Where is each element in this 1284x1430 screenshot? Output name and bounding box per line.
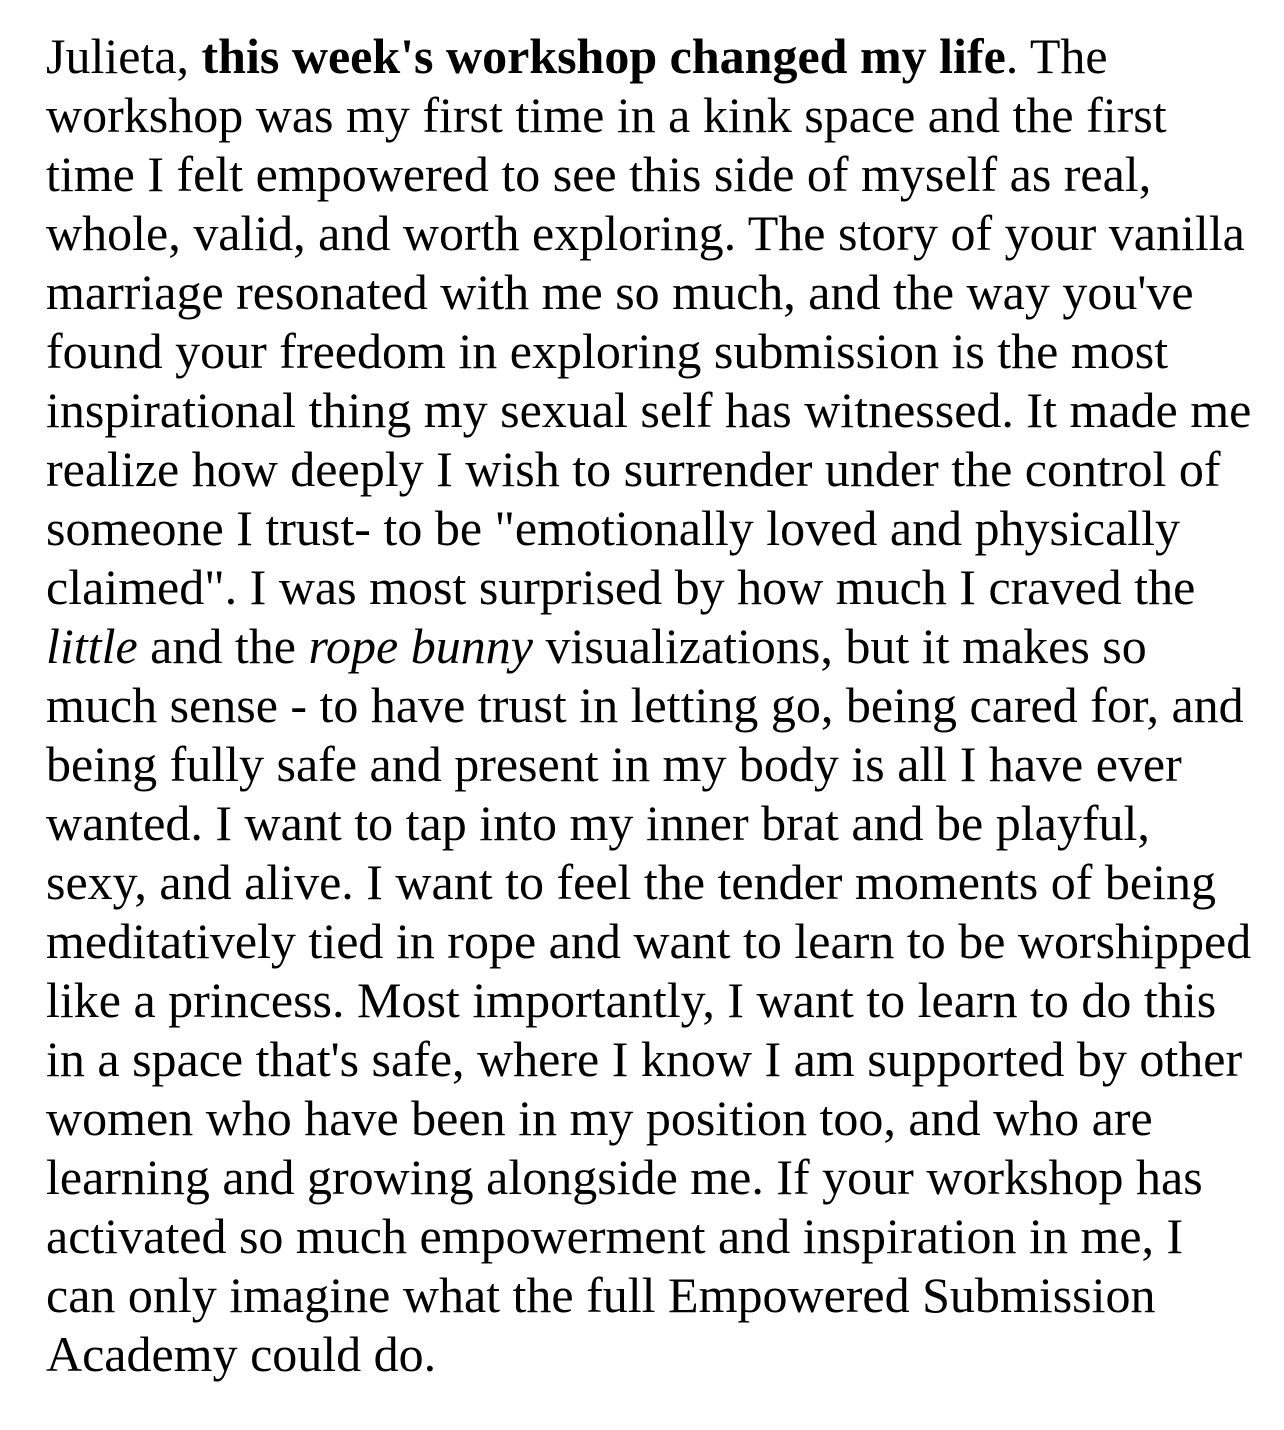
text-run: can only imagine what the full Empowered Submission <box>46 1267 1156 1323</box>
text-run: being fully safe and present in my body is all I have ever <box>46 736 1182 792</box>
text-run: claimed". I was most surprised by how much I craved the <box>46 559 1196 615</box>
text-run: . The <box>1005 28 1108 84</box>
text-run: learning and growing alongside me. If your workshop has <box>46 1149 1203 1205</box>
text-run: sexy, and alive. I want to feel the tender moments of being <box>46 854 1216 910</box>
text-line <box>46 440 1264 499</box>
text-line <box>46 27 1264 86</box>
text-line <box>46 381 1264 440</box>
text-run: and the <box>137 618 309 674</box>
text-run: meditatively tied in rope and want to learn to be worshipped <box>46 913 1252 969</box>
text-run: Julieta, <box>46 28 202 84</box>
text-line <box>46 1089 1264 1148</box>
text-run: visualizations, but it makes so <box>532 618 1147 674</box>
text-line <box>46 558 1264 617</box>
text-line <box>46 617 1264 676</box>
text-run: activated so much empowerment and inspiration in me, I <box>46 1208 1184 1264</box>
text-run: whole, valid, and worth exploring. The story of your vanilla <box>46 205 1245 261</box>
text-run: like a princess. Most importantly, I want to learn to do this <box>46 972 1217 1028</box>
text-line <box>46 735 1264 794</box>
text-line <box>46 912 1264 971</box>
text-run: in a space that's safe, where I know I am supported by other <box>46 1031 1243 1087</box>
text-run: inspirational thing my sexual self has witnessed. It made me <box>46 382 1252 438</box>
italic-text-run: rope bunny <box>308 618 533 674</box>
text-run: wanted. I want to tap into my inner brat and be playful, <box>46 795 1150 851</box>
text-line <box>46 204 1264 263</box>
bold-text-run: this week's workshop changed my life <box>201 28 1006 84</box>
text-line <box>46 263 1264 322</box>
text-run: someone I trust- to be "emotionally loved and physically <box>46 500 1181 556</box>
text-line <box>46 1207 1264 1266</box>
text-line <box>46 1030 1264 1089</box>
text-line <box>46 86 1264 145</box>
text-line <box>46 794 1264 853</box>
text-line <box>46 1325 1264 1384</box>
text-run: time I felt empowered to see this side of myself as real, <box>46 146 1152 202</box>
text-run: workshop was my first time in a kink space and the first <box>46 87 1167 143</box>
text-line <box>46 1148 1264 1207</box>
text-line <box>46 853 1264 912</box>
text-run: much sense - to have trust in letting go, being cared for, and <box>46 677 1244 733</box>
text-run: women who have been in my position too, and who are <box>46 1090 1153 1146</box>
text-run: realize how deeply I wish to surrender under the control of <box>46 441 1221 497</box>
text-line <box>46 1266 1264 1325</box>
document-lines <box>46 27 1264 1384</box>
text-line <box>46 499 1264 558</box>
text-run: found your freedom in exploring submission is the most <box>46 323 1169 379</box>
text-line <box>46 322 1264 381</box>
text-run: marriage resonated with me so much, and the way you've <box>46 264 1194 320</box>
text-line <box>46 971 1264 1030</box>
text-run: Academy could do. <box>46 1326 437 1382</box>
text-line <box>46 676 1264 735</box>
text-line <box>46 145 1264 204</box>
italic-text-run: little <box>46 618 138 674</box>
